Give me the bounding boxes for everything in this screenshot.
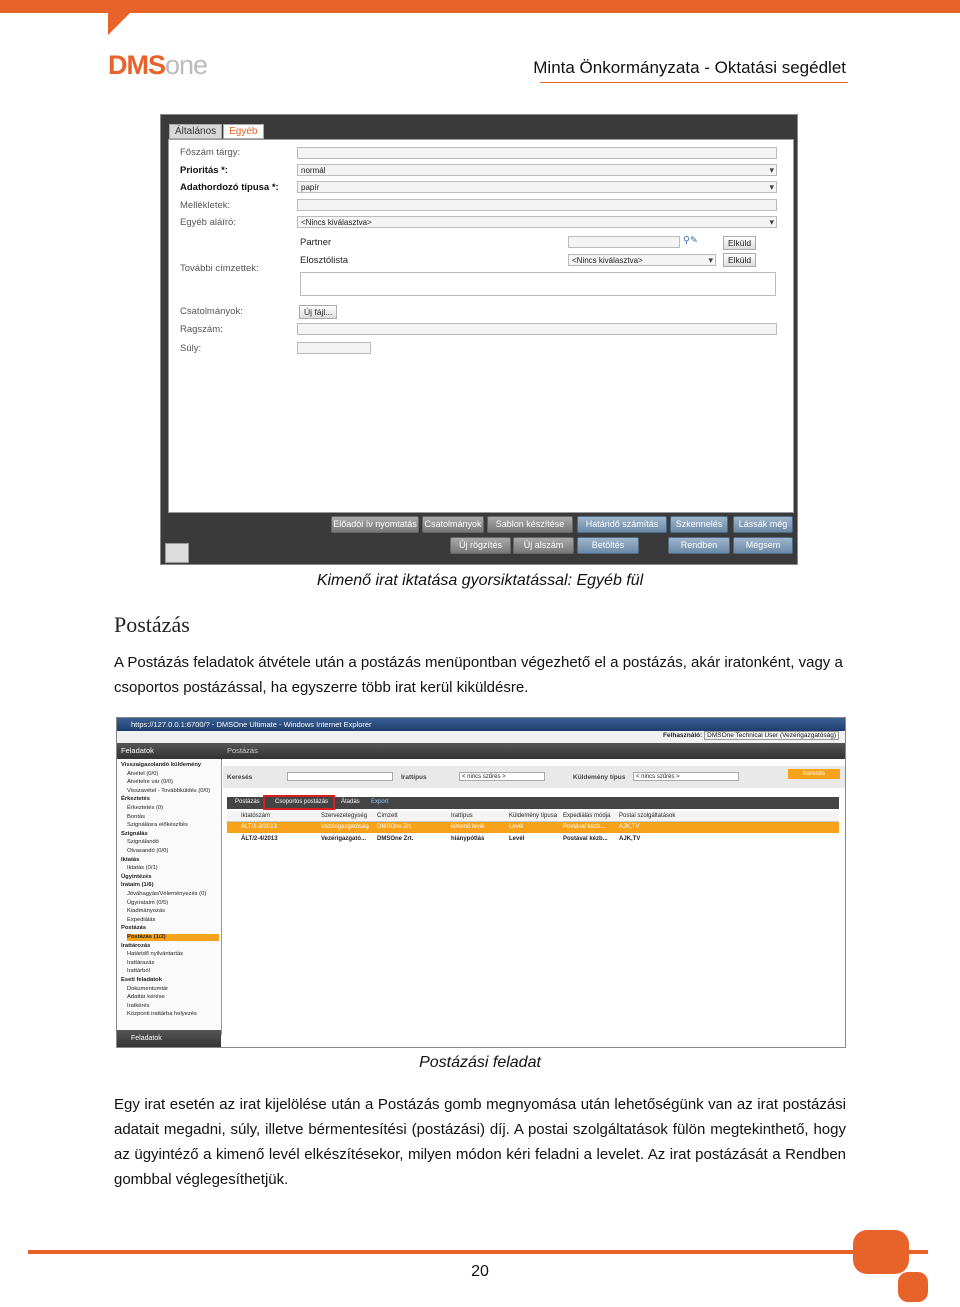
table-cell: DMSOne Zrt. xyxy=(377,836,414,842)
label-adathordozo: Adathordozó típusa *: xyxy=(180,182,279,193)
label-tovabbi-cimzettek: További címzettek: xyxy=(180,263,259,274)
label-partner: Partner xyxy=(300,237,332,248)
table-cell: Vezérigazgató... xyxy=(321,836,367,842)
uj-rogzites-button[interactable]: Új rögzítés xyxy=(450,537,511,554)
sidebar-item[interactable]: Érkeztetés xyxy=(121,796,151,803)
uj-fajl-button[interactable]: Új fájl... xyxy=(299,305,337,319)
table-cell: AJK,TV xyxy=(619,836,641,842)
nav-postazas[interactable]: Postázás xyxy=(227,746,258,755)
column-header[interactable]: Címzett xyxy=(377,813,398,819)
screenshot-egyeb-tab xyxy=(160,114,798,565)
sidebar-item[interactable]: Iktatás xyxy=(121,856,140,863)
column-header[interactable]: Szervezetegység xyxy=(321,813,368,819)
label-suly: Súly: xyxy=(180,343,202,354)
sidebar-item[interactable]: Iktatás (0/1) xyxy=(127,865,158,872)
sidebar-item[interactable]: Érkeztetés (0) xyxy=(127,805,164,811)
search-panel xyxy=(223,766,845,788)
header-rule xyxy=(540,82,848,83)
sidebar-item[interactable]: Irataim (1/6) xyxy=(121,882,154,889)
hatarido-szamitas-button[interactable]: Határidő számítás xyxy=(577,516,667,533)
label-mellekletek: Mellékletek: xyxy=(180,200,231,211)
sidebar-item[interactable]: Visszavétel - Továbbküldés (0/0) xyxy=(127,787,211,794)
sidebar-item[interactable]: Visszaigazolandó küldemény xyxy=(121,762,202,768)
table-cell: Levél xyxy=(509,836,525,842)
sidebar-item[interactable]: Szignálandó xyxy=(127,839,159,846)
table-cell: kimenő levél xyxy=(451,824,485,830)
table-cell: Postával kézb... xyxy=(563,824,606,830)
column-header[interactable]: Expediálás módja xyxy=(563,813,611,819)
csoportos-postazas-button[interactable]: Csoportos postázás xyxy=(275,799,329,805)
eloadoi-iv-nyomtatas-button[interactable]: Előadói ív nyomtatás xyxy=(331,516,419,533)
label-foszam-targy: Főszám tárgy: xyxy=(180,147,241,158)
elosztolista-select[interactable]: <Nincs kiválasztva> ▾ xyxy=(568,254,716,266)
kuldemeny-tipus-select[interactable]: < nincs szűrés > xyxy=(633,772,739,781)
betoltes-button[interactable]: Betöltés xyxy=(577,537,639,554)
sidebar-item[interactable]: Ügyirataim (0/5) xyxy=(127,899,169,906)
search-icon[interactable]: ⚲✎ xyxy=(683,235,698,246)
irattipus-select[interactable]: < nincs szűrés > xyxy=(459,772,545,781)
sidebar-item[interactable]: Bontás xyxy=(127,813,146,820)
label-egyeb-alairo: Egyéb aláíró: xyxy=(180,217,236,228)
sidebar-item[interactable]: Szignálásra előkészítés xyxy=(127,822,188,829)
paragraph-2: Egy irat esetén az irat kijelölése után a Postázás gomb megnyomása után lehetőségünk van az irat postázási adatait megadni, súly, illetve bérmentesítési (postázási) díj. A postai szolgáltatások fülön megtekinthető, hogy az ügyintéző a kimenő levél elkészítésekor, milyen módon kéri feladni a levelet. Az irat postázását a Rendben gombbal véglegesíthetjük. xyxy=(114,1096,846,1188)
uj-alszam-button[interactable]: Új alszám xyxy=(513,537,574,554)
partner-field[interactable] xyxy=(568,236,680,248)
label-kereses: Keresés xyxy=(227,774,253,781)
paragraph-1: A Postázás feladatok átvétele után a postázás menüpontban végezhető el a postázás, akár iratonként, vagy a csoportos postázással, ha egyszerre több irat kerül kiküldésre. xyxy=(114,654,843,696)
sidebar-item[interactable]: Átvételre vár (0/0) xyxy=(127,779,174,786)
highlight-box xyxy=(263,795,335,810)
label-kuldemeny-tipus: Küldemény típus xyxy=(573,774,626,781)
figure-caption-1: Kimenő irat iktatása gyorsiktatással: Egyéb fül xyxy=(316,572,644,589)
header-bar xyxy=(0,0,960,13)
sablon-keszitese-button[interactable]: Sablon készítése xyxy=(487,516,573,533)
tovabbi-cimzettek-box[interactable] xyxy=(300,272,776,296)
label-elosztolista: Elosztólista xyxy=(300,255,349,266)
kereses-button[interactable]: Keresés xyxy=(788,769,840,779)
dmsone-logo: DMSone xyxy=(108,50,208,80)
sidebar-item[interactable]: Irattárazás xyxy=(127,959,155,966)
sidebar-item[interactable]: Központi irattárba helyezés xyxy=(127,1011,197,1018)
tab-altalanos[interactable]: Általános xyxy=(169,124,222,139)
header-wedge xyxy=(108,13,130,35)
column-header[interactable]: Irattípus xyxy=(451,813,473,819)
egyeb-alairo-select[interactable]: <Nincs kiválasztva> ▾ xyxy=(297,216,777,228)
label-prioritas: Prioritás *: xyxy=(180,165,229,176)
table-cell: ÁLT/2-4/2013 xyxy=(241,836,278,842)
table-cell: DMSOne Zrt. xyxy=(377,824,413,830)
table-cell: Postával kézb... xyxy=(563,836,608,842)
sidebar-footer[interactable]: Feladatok xyxy=(117,1030,221,1048)
sidebar-item[interactable]: Eseti feladatok xyxy=(121,977,162,983)
sidebar-item[interactable]: Szignálás xyxy=(121,830,148,837)
table-cell: hiánypótlás xyxy=(451,836,485,842)
label-irattipus: Irattípus xyxy=(401,774,427,781)
sidebar-item[interactable]: Olvasandó (0/0) xyxy=(127,848,169,854)
sidebar-item[interactable]: Ügyintézés xyxy=(121,873,152,880)
prioritas-select[interactable]: normál ▾ xyxy=(297,164,777,176)
egyeb-form xyxy=(168,139,794,513)
sidebar-item[interactable]: Postázás xyxy=(121,925,147,932)
postazas-button[interactable]: Postázás xyxy=(235,799,260,805)
sidebar-item[interactable]: Jóváhagyás/Véleményezés (0) xyxy=(127,891,207,897)
elkuld-partner-button[interactable]: Elküld xyxy=(723,236,756,250)
foszam-targy-field[interactable] xyxy=(297,147,777,159)
app-icon[interactable] xyxy=(165,543,189,563)
document-title: Minta Önkormányzata - Oktatási segédlet xyxy=(533,58,846,77)
megsem-button[interactable]: Mégsem xyxy=(733,537,793,554)
table-row[interactable] xyxy=(227,822,839,833)
tab-egyeb[interactable]: Egyéb xyxy=(223,124,263,139)
table-header xyxy=(227,811,839,822)
suly-field[interactable] xyxy=(297,342,371,354)
sidebar-item[interactable]: Expediálás xyxy=(127,916,156,923)
sidebar-item[interactable]: Dokumentumtár xyxy=(127,985,169,992)
sidebar-item[interactable]: Iratkérés xyxy=(127,1002,150,1009)
table-cell: ÁLT/1-3/2013 xyxy=(241,824,277,830)
sidebar-item[interactable]: Határidő nyilvántartás xyxy=(127,951,184,958)
sidebar-item[interactable]: Postázás (1/2) xyxy=(127,934,219,941)
section-heading: Postázás xyxy=(114,612,190,637)
column-header[interactable]: Iktatószám xyxy=(241,813,271,819)
lassak-meg-button[interactable]: Lássák még xyxy=(733,516,793,533)
szkenneles-button[interactable]: Szkennelés xyxy=(670,516,728,533)
rendben-button[interactable]: Rendben xyxy=(668,537,730,554)
column-header[interactable]: Küldemény típusa xyxy=(509,813,558,819)
search-input[interactable] xyxy=(287,772,393,781)
atadas-button[interactable]: Átadás xyxy=(341,799,360,805)
label-ragszam: Ragszám: xyxy=(180,324,223,335)
table-cell: Levél xyxy=(509,824,524,830)
page-number: 20 xyxy=(471,1263,489,1280)
window-title: https://127.0.0.1:6700/? - DMSOne Ultimate - Windows Internet Explorer xyxy=(117,718,845,731)
sidebar-item[interactable]: Irattárból xyxy=(127,968,150,975)
nav-feladatok[interactable]: Feladatok xyxy=(121,746,154,755)
tab-strip xyxy=(169,121,265,137)
mellekletek-field[interactable] xyxy=(297,199,777,211)
csatolmanyok-button[interactable]: Csatolmányok xyxy=(422,516,484,533)
elkuld-elosztolista-button[interactable]: Elküld xyxy=(723,253,756,267)
table-cell: AJK,TV xyxy=(619,824,640,830)
screenshot-postazas xyxy=(116,717,846,1048)
table-row[interactable] xyxy=(227,834,839,845)
user-info: Felhasználó: DMSOne Technical User (Vezérigazgatóság) xyxy=(663,732,839,739)
sidebar-item[interactable]: Adattár kérése xyxy=(127,994,165,1001)
figure-caption-2: Postázási feladat xyxy=(419,1054,541,1071)
column-header[interactable]: Postai szolgáltatások xyxy=(619,813,676,819)
sidebar-item[interactable]: Kiadmányozás xyxy=(127,908,166,915)
sidebar-tree xyxy=(117,759,222,1035)
sidebar-item[interactable]: Irattározás xyxy=(121,942,151,949)
export-button[interactable]: Export xyxy=(371,799,389,805)
adathordozo-select[interactable]: papír ▾ xyxy=(297,181,777,193)
table-cell: Vezérigazgatóság xyxy=(321,824,369,830)
ragszam-field[interactable] xyxy=(297,323,777,335)
sidebar-item[interactable]: Átvétel (0/0) xyxy=(127,770,159,777)
footer-line xyxy=(28,1250,928,1254)
label-csatolmanyok: Csatolmányok: xyxy=(180,306,243,317)
